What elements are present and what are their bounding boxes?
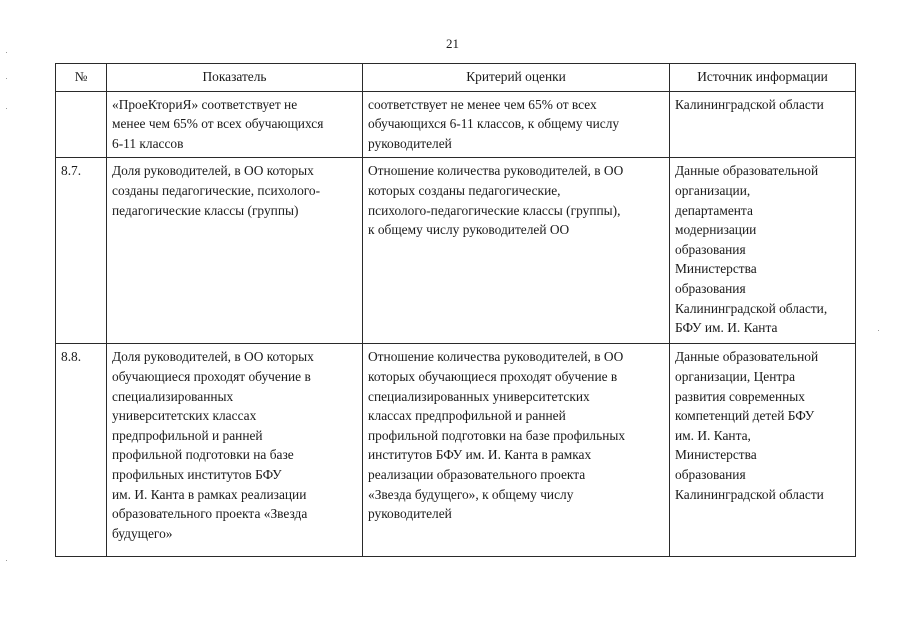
scan-speck: [6, 560, 7, 561]
cell-number: [56, 91, 107, 158]
table-row: [56, 344, 856, 557]
cell-text-line: созданы педагогические, психолого-: [112, 182, 321, 198]
cell-text-line: будущего»: [112, 525, 173, 541]
cell-text-line: руководителей: [368, 135, 452, 151]
header-criterion: Критерий оценки: [363, 64, 670, 92]
cell-text-line: обучающихся 6-11 классов, к общему числу: [368, 116, 620, 132]
cell-text-line: образования: [675, 241, 746, 257]
cell-text-line: им. И. Канта,: [675, 427, 751, 443]
cell-number: 8.7.: [56, 158, 107, 344]
cell-text-line: менее чем 65% от всех обучающихся: [112, 116, 324, 132]
cell-text-line: педагогические классы (группы): [112, 202, 299, 218]
table-row: [56, 91, 856, 158]
cell-text-line: модернизации: [675, 222, 757, 238]
cell-text-line: Отношение количества руководителей, в ОО: [368, 349, 624, 365]
cell-text-line: Калининградской области: [675, 96, 824, 112]
cell-number: 8.8.: [56, 344, 107, 557]
cell-text-line: специализированных: [112, 388, 234, 404]
indicators-table: [55, 63, 856, 557]
header-indicator: Показатель: [107, 64, 363, 92]
cell-text-line: классах предпрофильной и ранней: [368, 408, 566, 424]
scan-speck: [6, 78, 7, 79]
cell-text-line: профильной подготовки на базе: [112, 447, 294, 463]
cell-text-line: предпрофильной и ранней: [112, 427, 263, 443]
cell-text-line: психолого-педагогические классы (группы),: [368, 202, 621, 218]
cell-source: [670, 344, 856, 557]
cell-text-line: «ПроеКториЯ» соответствует не: [112, 96, 298, 112]
cell-text-line: образовательного проекта «Звезда: [112, 506, 308, 522]
cell-text-line: институтов БФУ им. И. Канта в рамках: [368, 447, 592, 463]
cell-source: [670, 91, 856, 158]
cell-text-line: 6-11 классов: [112, 135, 184, 151]
header-number: №: [56, 64, 107, 92]
cell-text-line: им. И. Канта в рамках реализации: [112, 486, 307, 502]
cell-text-line: Министерства: [675, 447, 757, 463]
cell-text-line: специализированных университетских: [368, 388, 590, 404]
cell-text-line: обучающиеся проходят обучение в: [112, 368, 311, 384]
cell-text-line: реализации образовательного проекта: [368, 466, 586, 482]
cell-text-line: компетенций детей БФУ: [675, 408, 815, 424]
scan-speck: [6, 108, 7, 109]
cell-text-line: профильных институтов БФУ: [112, 466, 282, 482]
cell-text-line: профильной подготовки на базе профильных: [368, 427, 626, 443]
cell-text-line: которых созданы педагогические,: [368, 182, 561, 198]
cell-text-line: Данные образовательной: [675, 349, 819, 365]
cell-indicator: [107, 158, 363, 344]
cell-text-line: образования: [675, 280, 746, 296]
cell-text-line: развития современных: [675, 388, 805, 404]
cell-text-line: Министерства: [675, 261, 757, 277]
scan-speck: [6, 52, 7, 53]
cell-criterion: [363, 344, 670, 557]
cell-criterion: [363, 158, 670, 344]
cell-text-line: образования: [675, 466, 746, 482]
header-source: Источник информации: [670, 64, 856, 92]
cell-text-line: «Звезда будущего», к общему числу: [368, 486, 574, 502]
cell-criterion: [363, 91, 670, 158]
cell-text-line: организации,: [675, 182, 751, 198]
table-row: [56, 158, 856, 344]
scan-speck: [878, 330, 879, 331]
cell-text-line: Калининградской области: [675, 486, 824, 502]
cell-text-line: к общему числу руководителей ОО: [368, 222, 570, 238]
cell-text-line: департамента: [675, 202, 753, 218]
cell-text-line: Отношение количества руководителей, в ОО: [368, 163, 624, 179]
cell-text-line: Данные образовательной: [675, 163, 819, 179]
cell-text-line: Доля руководителей, в ОО которых: [112, 163, 314, 179]
table-header-row: [56, 64, 856, 92]
cell-text-line: соответствует не менее чем 65% от всех: [368, 96, 597, 112]
cell-text-line: Калининградской области,: [675, 300, 828, 316]
cell-source: [670, 158, 856, 344]
cell-text-line: Доля руководителей, в ОО которых: [112, 349, 314, 365]
cell-text-line: БФУ им. И. Канта: [675, 320, 778, 336]
cell-indicator: [107, 344, 363, 557]
cell-text-line: университетских классах: [112, 408, 257, 424]
page-number: 21: [446, 36, 459, 51]
cell-text-line: которых обучающиеся проходят обучение в: [368, 368, 618, 384]
cell-text-line: организации, Центра: [675, 368, 796, 384]
cell-indicator: [107, 91, 363, 158]
cell-text-line: руководителей: [368, 506, 452, 522]
